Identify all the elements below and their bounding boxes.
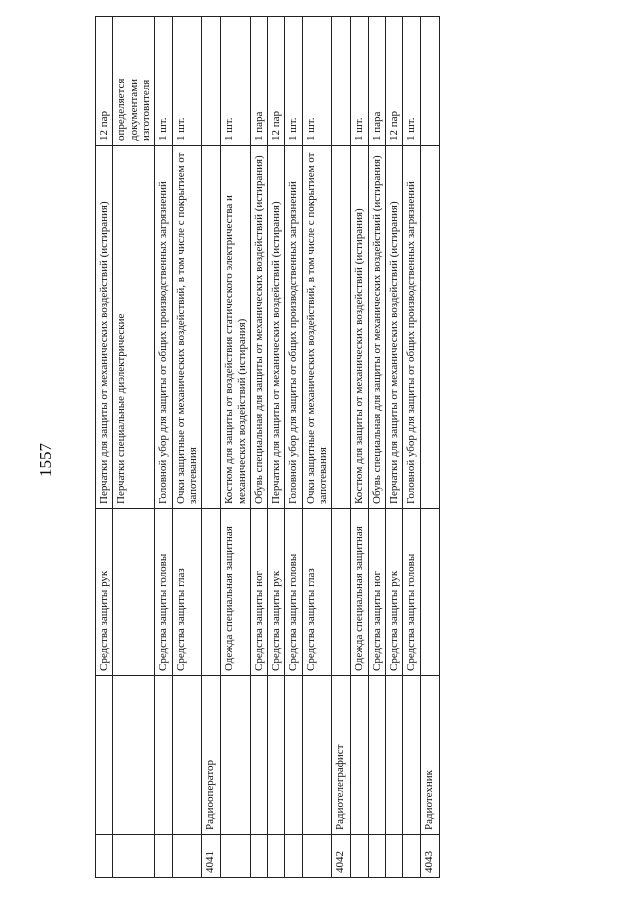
profession-code-cell	[368, 835, 385, 878]
protection-type-cell	[332, 509, 351, 676]
issue-norm-cell: 1 шт.	[302, 17, 332, 146]
profession-code-cell	[113, 835, 155, 878]
profession-name-cell	[250, 676, 267, 835]
issue-norm-cell	[332, 17, 351, 146]
issue-norm-cell: 1 шт.	[285, 17, 302, 146]
profession-code-cell	[221, 835, 251, 878]
table-row	[351, 17, 368, 878]
page-number: 1557	[36, 443, 55, 477]
issue-norm-cell: определяется документами изготовителя	[113, 17, 155, 146]
profession-code-cell	[285, 835, 302, 878]
protection-type-cell: Одежда специальная защитная	[221, 509, 251, 676]
profession-code-cell	[250, 835, 267, 878]
protection-type-cell: Средства защиты глаз	[172, 509, 202, 676]
issue-norm-cell: 1 шт.	[221, 17, 251, 146]
rotated-table-container	[95, 62, 640, 878]
profession-name-cell	[368, 676, 385, 835]
issue-norm-cell: 12 пар	[268, 17, 285, 146]
protection-description-cell	[332, 146, 351, 509]
profession-name-cell: Радиотелеграфист	[332, 676, 351, 835]
profession-name-cell	[155, 676, 172, 835]
protection-description-cell: Перчатки для защиты от механических воздействий (истирания)	[386, 146, 403, 509]
profession-code-cell	[386, 835, 403, 878]
profession-name-cell	[113, 676, 155, 835]
protection-type-cell: Средства защиты головы	[285, 509, 302, 676]
protection-description-cell: Очки защитные от механических воздействий, в том числе с покрытием от запотевания	[172, 146, 202, 509]
protection-type-cell: Средства защиты головы	[155, 509, 172, 676]
protection-description-cell: Перчатки для защиты от механических воздействий (истирания)	[268, 146, 285, 509]
protection-type-cell	[113, 509, 155, 676]
table-row	[368, 17, 385, 878]
protection-type-cell	[420, 509, 439, 676]
profession-code-cell	[172, 835, 202, 878]
protection-type-cell: Средства защиты рук	[386, 509, 403, 676]
profession-row	[202, 17, 221, 878]
profession-name-cell	[386, 676, 403, 835]
protection-description-cell	[420, 146, 439, 509]
table-row	[113, 17, 155, 878]
protection-description-cell: Костюм для защиты от воздействия статического электричества и механических воздействий (истирания)	[221, 146, 251, 509]
profession-code-cell	[155, 835, 172, 878]
profession-name-cell	[221, 676, 251, 835]
protection-type-cell: Одежда специальная защитная	[351, 509, 368, 676]
protection-description-cell: Головной убор для защиты от общих производственных загрязнений	[155, 146, 172, 509]
issue-norm-cell	[202, 17, 221, 146]
protection-type-cell	[202, 509, 221, 676]
table-row	[172, 17, 202, 878]
table-row	[268, 17, 285, 878]
profession-code-cell	[96, 835, 113, 878]
protection-description-cell: Очки защитные от механических воздействий, в том числе с покрытием от запотевания	[302, 146, 332, 509]
profession-name-cell	[302, 676, 332, 835]
table-row	[155, 17, 172, 878]
issue-norm-cell: 1 шт.	[351, 17, 368, 146]
protection-description-cell: Перчатки специальные диэлектрические	[113, 146, 155, 509]
protection-description-cell: Головной убор для защиты от общих производственных загрязнений	[403, 146, 420, 509]
issue-norm-cell: 1 шт.	[172, 17, 202, 146]
protection-description-cell: Обувь специальная для защиты от механических воздействий (истирания)	[368, 146, 385, 509]
profession-row	[420, 17, 439, 878]
profession-code-cell	[302, 835, 332, 878]
issue-norm-cell: 1 пара	[250, 17, 267, 146]
table-row	[250, 17, 267, 878]
protection-description-cell: Обувь специальная для защиты от механических воздействий (истирания)	[250, 146, 267, 509]
table-row	[285, 17, 302, 878]
protection-type-cell: Средства защиты глаз	[302, 509, 332, 676]
issue-norm-cell: 1 шт.	[403, 17, 420, 146]
table-row	[302, 17, 332, 878]
profession-name-cell: Радиооператор	[202, 676, 221, 835]
profession-code-cell	[268, 835, 285, 878]
protection-type-cell: Средства защиты головы	[403, 509, 420, 676]
profession-name-cell	[351, 676, 368, 835]
protection-description-cell: Головной убор для защиты от общих производственных загрязнений	[285, 146, 302, 509]
profession-name-cell	[403, 676, 420, 835]
issue-norm-cell: 12 пар	[386, 17, 403, 146]
table-row	[403, 17, 420, 878]
protection-type-cell: Средства защиты ног	[250, 509, 267, 676]
profession-code-cell	[351, 835, 368, 878]
protection-type-cell: Средства защиты рук	[268, 509, 285, 676]
profession-code-cell	[403, 835, 420, 878]
issue-norm-cell: 12 пар	[96, 17, 113, 146]
issue-norm-cell	[420, 17, 439, 146]
table-row	[221, 17, 251, 878]
protection-description-cell: Перчатки для защиты от механических воздействий (истирания)	[96, 146, 113, 509]
profession-name-cell	[285, 676, 302, 835]
profession-name-cell	[268, 676, 285, 835]
issue-norm-cell: 1 шт.	[155, 17, 172, 146]
table-row	[96, 17, 113, 878]
issue-norm-cell: 1 пара	[368, 17, 385, 146]
table-row	[386, 17, 403, 878]
profession-code-cell: 4041	[202, 835, 221, 878]
protection-description-cell	[202, 146, 221, 509]
profession-name-cell	[96, 676, 113, 835]
table-body	[96, 17, 440, 878]
profession-code-cell: 4043	[420, 835, 439, 878]
profession-name-cell	[172, 676, 202, 835]
protection-type-cell: Средства защиты рук	[96, 509, 113, 676]
ppe-norms-table	[95, 16, 440, 878]
protection-description-cell: Костюм для защиты от механических воздействий (истирания)	[351, 146, 368, 509]
profession-name-cell: Радиотехник	[420, 676, 439, 835]
profession-row	[332, 17, 351, 878]
profession-code-cell: 4042	[332, 835, 351, 878]
protection-type-cell: Средства защиты ног	[368, 509, 385, 676]
